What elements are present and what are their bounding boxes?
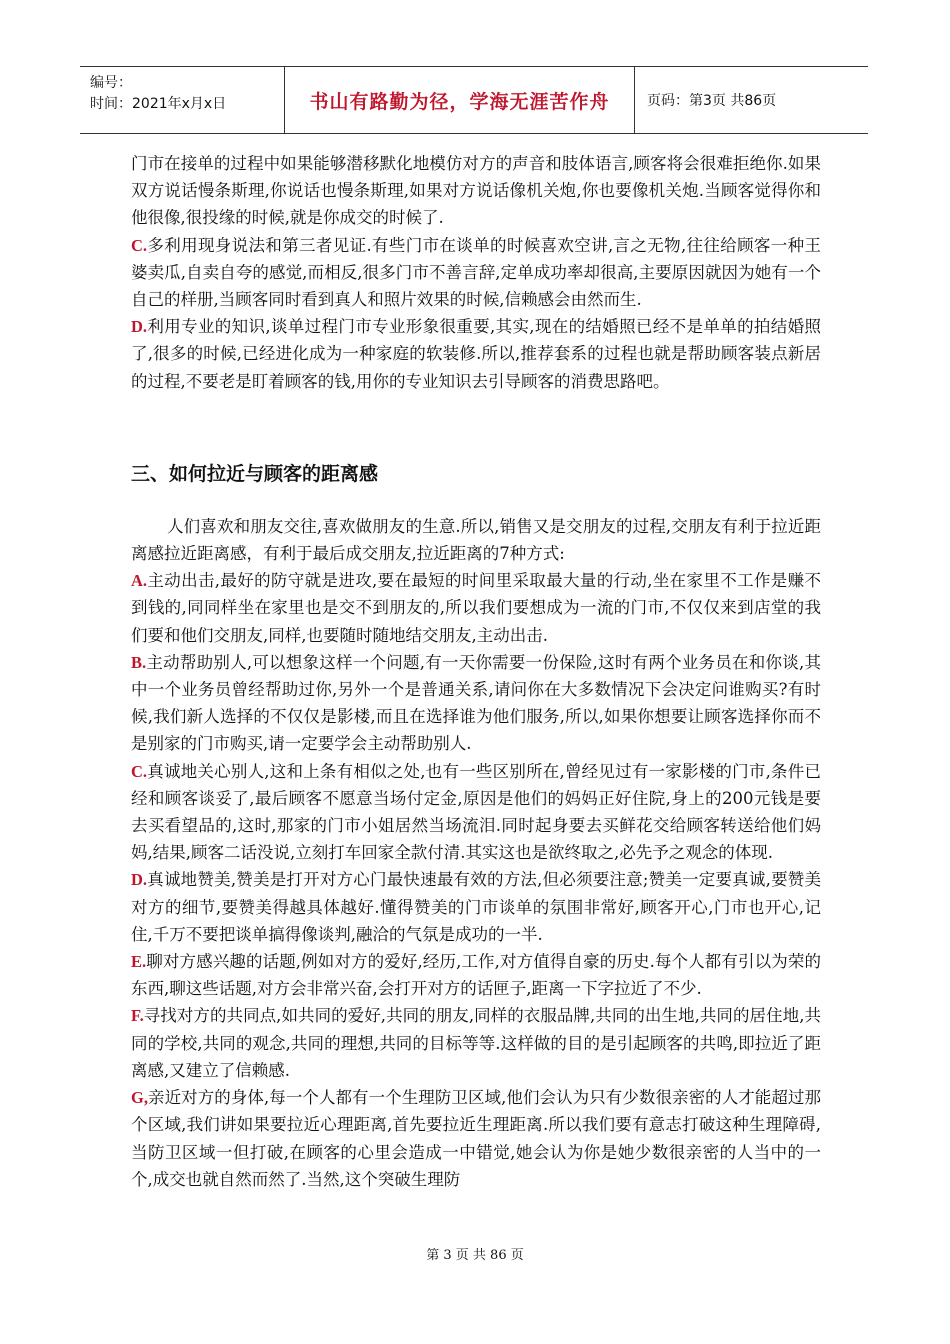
body-paragraph: 门市在接单的过程中如果能够潜移默化地模仿对方的声音和肢体语言,顾客将会很难拒绝你.如果双方说话慢条斯理,你说话也慢条斯理,如果对方说话像机关炮,你也要像机关炮.当顾客觉得你和他很像,很投缘的时候,就是你成交的时候了. bbox=[131, 154, 821, 228]
item-label: C. bbox=[131, 235, 148, 255]
list-item: D.真诚地赞美,赞美是打开对方心门最快速最有效的方法,但必须要注意;赞美一定要真诚,要赞美对方的细节,要赞美得越具体越好.懂得赞美的门市谈单的氛围非常好,顾客开心,门市也开心,记住,千万不要把谈单搞得像谈判,融洽的气氛是成功的一半. bbox=[131, 870, 821, 944]
header-page-info: 页码：第3页 共86页 bbox=[647, 93, 777, 109]
page-footer: 第 3 页 共 86 页 bbox=[426, 1248, 524, 1263]
item-label: E. bbox=[131, 952, 147, 972]
item-label: D. bbox=[131, 317, 148, 337]
list-item: F.寻找对方的共同点,如共同的爱好,共同的朋友,同样的衣服品牌,共同的出生地,共同的居住地,共同的学校,共同的观念,共同的理想,共同的目标等等.这样做的目的是引起顾客的共鸣,即拉近了距离感,又建立了信赖感. bbox=[131, 1006, 821, 1080]
list-item: C.真诚地关心别人,这和上条有相似之处,也有一些区别所在,曾经见过有一家影楼的门市,条件已经和顾客谈妥了,最后顾客不愿意当场付定金,原因是他们的妈妈正好住院,身上的200元钱是要去买看望品的,这时,那家的门市小姐居然当场流泪.同时起身要去买鲜花交给顾客转送给他们妈妈,结果,顾客二话没说,立刻打车回家全款付清.其实这也是欲终取之,必先予之观念的体现. bbox=[131, 761, 821, 863]
header-meta bbox=[80, 67, 285, 133]
item-label: C. bbox=[131, 761, 148, 781]
header-motto: 书山有路勤为径，学海无涯苦作舟 bbox=[285, 67, 635, 133]
list-item: G,亲近对方的身体,每一个人都有一个生理防卫区域,他们会认为只有少数很亲密的人才能超过那个区域,我们讲如果要拉近心理距离,首先要拉近生理距离.所以我们要有意志打破这种生理障碍,当防卫区域一但打破,在顾客的心里会造成一中错觉,她会认为你是她少数很亲密的人当中的一个,成交也就自然而然了.当然,这个突破生理防 bbox=[131, 1088, 821, 1189]
body-paragraph: D.利用专业的知识,谈单过程门市专业形象很重要,其实,现在的结婚照已经不是单单的拍结婚照了,很多的时候,已经进化成为一种家庭的软装修.所以,推荐套系的过程也就是帮助顾客装点新居的过程,不要老是盯着顾客的钱,用你的专业知识去引导顾客的消费思路吧。 bbox=[131, 317, 821, 391]
intro-paragraph: 人们喜欢和朋友交往,喜欢做朋友的生意.所以,销售又是交朋友的过程,交朋友有利于拉近距离感拉近距离感，有利于最后成交朋友,拉近距离的7种方式: bbox=[131, 516, 821, 564]
item-label: F. bbox=[131, 1006, 144, 1026]
document-time-label: 时间：2021年x月x日 bbox=[90, 96, 227, 112]
list-item: B.主动帮助别人,可以想象这样一个问题,有一天你需要一份保险,这时有两个业务员在和你谈,其中一个业务员曾经帮助过你,另外一个是普通关系,请问你在大多数情况下会决定问谁购买?有时候,我们新人选择的不仅仅是影楼,而且在选择谁为他们服务,所以,如果你想要让顾客选择你而不是别家的门市购买,请一定要学会主动帮助别人. bbox=[131, 652, 821, 754]
item-label: D. bbox=[131, 870, 148, 890]
section-heading: 三、如何拉近与顾客的距离感 bbox=[131, 462, 379, 485]
document-body bbox=[131, 150, 821, 1193]
document-number-label: 编号： bbox=[90, 75, 132, 91]
item-label: G, bbox=[131, 1088, 148, 1108]
item-label: A. bbox=[131, 571, 148, 591]
body-paragraph: C.多利用现身说法和第三者见证.有些门市在谈单的时候喜欢空讲,言之无物,往往给顾客一种王婆卖瓜,自卖自夸的感觉,而相反,很多门市不善言辞,定单成功率却很高,主要原因就因为她有一个自己的样册,当顾客同时看到真人和照片效果的时候,信赖感会由然而生. bbox=[131, 235, 821, 310]
list-item: A.主动出击,最好的防守就是进攻,要在最短的时间里采取最大量的行动,坐在家里不工作是赚不到钱的,同同样坐在家里也是交不到朋友的,所以我们要想成为一流的门市,不仅仅来到店堂的我们要和他们交朋友,同样,也要随时随地结交朋友,主动出击. bbox=[131, 571, 821, 645]
list-item: E.聊对方感兴趣的话题,例如对方的爱好,经历,工作,对方值得自豪的历史.每个人都有引以为荣的东西,聊这些话题,对方会非常兴奋,会打开对方的话匣子,距离一下字拉近了不少. bbox=[131, 952, 821, 999]
item-label: B. bbox=[131, 652, 147, 672]
page-header bbox=[80, 66, 868, 134]
